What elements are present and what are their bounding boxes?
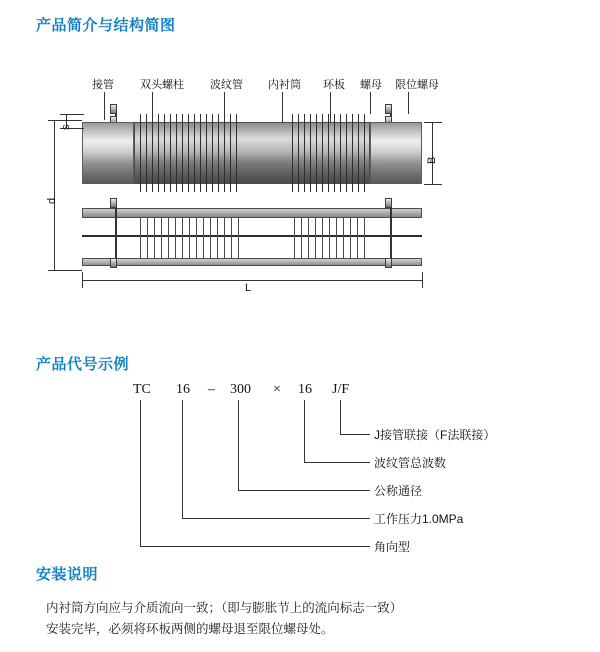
- convolution: [188, 114, 189, 192]
- convolution: [292, 114, 293, 192]
- code-leader: [304, 462, 370, 463]
- convolution: [140, 114, 141, 192]
- tie-rod-lower: [390, 202, 392, 264]
- callout-label-2: 波纹管: [210, 79, 243, 91]
- install-notes: [46, 598, 566, 640]
- convolution-lower: [154, 218, 155, 258]
- convolution-lower: [175, 218, 176, 258]
- convolution: [158, 114, 159, 192]
- leader-line: [408, 92, 409, 114]
- code-leader: [340, 400, 341, 434]
- dim-line-d: [48, 270, 82, 271]
- nut-icon: [385, 104, 392, 114]
- dim-label-s: s: [60, 124, 72, 130]
- code-token-1: 16: [176, 382, 190, 397]
- code-token-4: ×: [273, 382, 281, 397]
- dim-line-l: [82, 280, 422, 281]
- code-leader: [238, 490, 370, 491]
- convolution-lower: [357, 218, 358, 258]
- code-leader: [182, 518, 370, 519]
- convolution: [304, 114, 305, 192]
- convolution-lower: [147, 218, 148, 258]
- pipe-right: [370, 122, 422, 184]
- center-axis: [82, 235, 422, 237]
- code-leader: [182, 400, 183, 518]
- convolution-lower: [217, 218, 218, 258]
- dim-line-d: [48, 120, 82, 121]
- code-desc-1: 波纹管总波数: [374, 456, 447, 470]
- dim-label-l: L: [245, 282, 252, 294]
- install-note-line-2: 安装完毕，必须将环板两侧的螺母退至限位螺母处。: [46, 622, 334, 636]
- convolution-lower: [315, 218, 316, 258]
- dim-line-l: [422, 272, 423, 288]
- nut-icon: [110, 198, 117, 208]
- convolution: [212, 114, 213, 192]
- convolution-lower: [336, 218, 337, 258]
- convolution: [230, 114, 231, 192]
- code-desc-3: 工作压力1.0MPa: [374, 512, 464, 526]
- dim-line-b: [432, 122, 433, 184]
- convolution-lower: [140, 218, 141, 258]
- nut-icon: [385, 198, 392, 208]
- dim-line-s: [60, 114, 84, 115]
- section-title-intro: 产品简介与结构简图: [36, 17, 176, 34]
- nut-icon: [110, 258, 117, 268]
- convolution-lower: [189, 218, 190, 258]
- convolution: [346, 114, 347, 192]
- convolution-lower: [343, 218, 344, 258]
- convolution-lower: [224, 218, 225, 258]
- code-token-2: –: [208, 382, 215, 397]
- convolution: [298, 114, 299, 192]
- convolution: [218, 114, 219, 192]
- section-plate-lower: [82, 258, 422, 266]
- code-leader: [140, 400, 141, 546]
- leader-line: [330, 92, 331, 122]
- code-token-5: 16: [298, 382, 312, 397]
- callout-label-4: 环板: [323, 79, 345, 91]
- callout-label-6: 限位螺母: [395, 79, 439, 91]
- callout-label-3: 内衬筒: [268, 79, 301, 91]
- convolution: [352, 114, 353, 192]
- leader-line: [152, 92, 153, 114]
- convolution-lower: [238, 218, 239, 258]
- convolution: [340, 114, 341, 192]
- convolution: [200, 114, 201, 192]
- convolution-lower: [308, 218, 309, 258]
- convolution-lower: [196, 218, 197, 258]
- convolution: [152, 114, 153, 192]
- product-code-diagram: [40, 378, 560, 554]
- leader-line: [282, 92, 283, 125]
- convolution-lower: [168, 218, 169, 258]
- leader-line: [104, 92, 105, 120]
- convolution: [176, 114, 177, 192]
- convolution-lower: [301, 218, 302, 258]
- section-plate-upper: [82, 208, 422, 218]
- convolution: [328, 114, 329, 192]
- leader-line: [370, 92, 371, 114]
- leader-line: [224, 92, 225, 116]
- nut-icon: [385, 258, 392, 268]
- install-note-line-1: 内衬筒方向应与介质流向一致；（即与膨胀节上的流向标志一致）: [46, 601, 403, 615]
- pipe-left: [82, 122, 134, 184]
- dim-line-b: [424, 184, 442, 185]
- code-leader: [340, 434, 370, 435]
- section-title-install: 安装说明: [36, 566, 99, 583]
- convolution: [182, 114, 183, 192]
- convolution-lower: [182, 218, 183, 258]
- dim-line-d: [54, 120, 55, 270]
- convolution-lower: [203, 218, 204, 258]
- dim-label-d: d: [46, 197, 58, 204]
- code-leader: [238, 400, 239, 490]
- callout-label-0: 接管: [92, 79, 114, 91]
- tie-rod-lower: [115, 202, 117, 264]
- convolution: [358, 114, 359, 192]
- nut-icon: [110, 104, 117, 114]
- dim-label-b: B: [426, 156, 438, 164]
- section-title-code: 产品代号示例: [36, 356, 130, 373]
- convolution: [322, 114, 323, 192]
- callout-label-5: 螺母: [360, 79, 382, 91]
- convolution: [170, 114, 171, 192]
- convolution: [194, 114, 195, 192]
- code-token-3: 300: [230, 382, 251, 397]
- dim-line-l: [82, 272, 83, 288]
- code-leader: [140, 546, 370, 547]
- convolution-lower: [350, 218, 351, 258]
- code-token-6: J/F: [332, 382, 350, 397]
- convolution-lower: [322, 218, 323, 258]
- convolution: [316, 114, 317, 192]
- convolution: [334, 114, 335, 192]
- convolution: [224, 114, 225, 192]
- code-desc-2: 公称通径: [374, 484, 423, 498]
- convolution: [236, 114, 237, 192]
- convolution-lower: [329, 218, 330, 258]
- convolution-lower: [294, 218, 295, 258]
- callout-label-1: 双头螺柱: [140, 79, 184, 91]
- convolution-lower: [364, 218, 365, 258]
- convolution: [310, 114, 311, 192]
- structure-diagram: [40, 62, 560, 292]
- convolution-lower: [161, 218, 162, 258]
- convolution-lower: [210, 218, 211, 258]
- code-desc-4: 角向型: [374, 540, 411, 554]
- code-desc-0: J接管联接（F法联接）: [374, 428, 496, 442]
- convolution: [164, 114, 165, 192]
- code-leader: [304, 400, 305, 462]
- convolution: [364, 114, 365, 192]
- convolution-lower: [231, 218, 232, 258]
- code-token-0: TC: [133, 382, 151, 397]
- convolution: [146, 114, 147, 192]
- convolution: [206, 114, 207, 192]
- dim-line-b: [424, 122, 442, 123]
